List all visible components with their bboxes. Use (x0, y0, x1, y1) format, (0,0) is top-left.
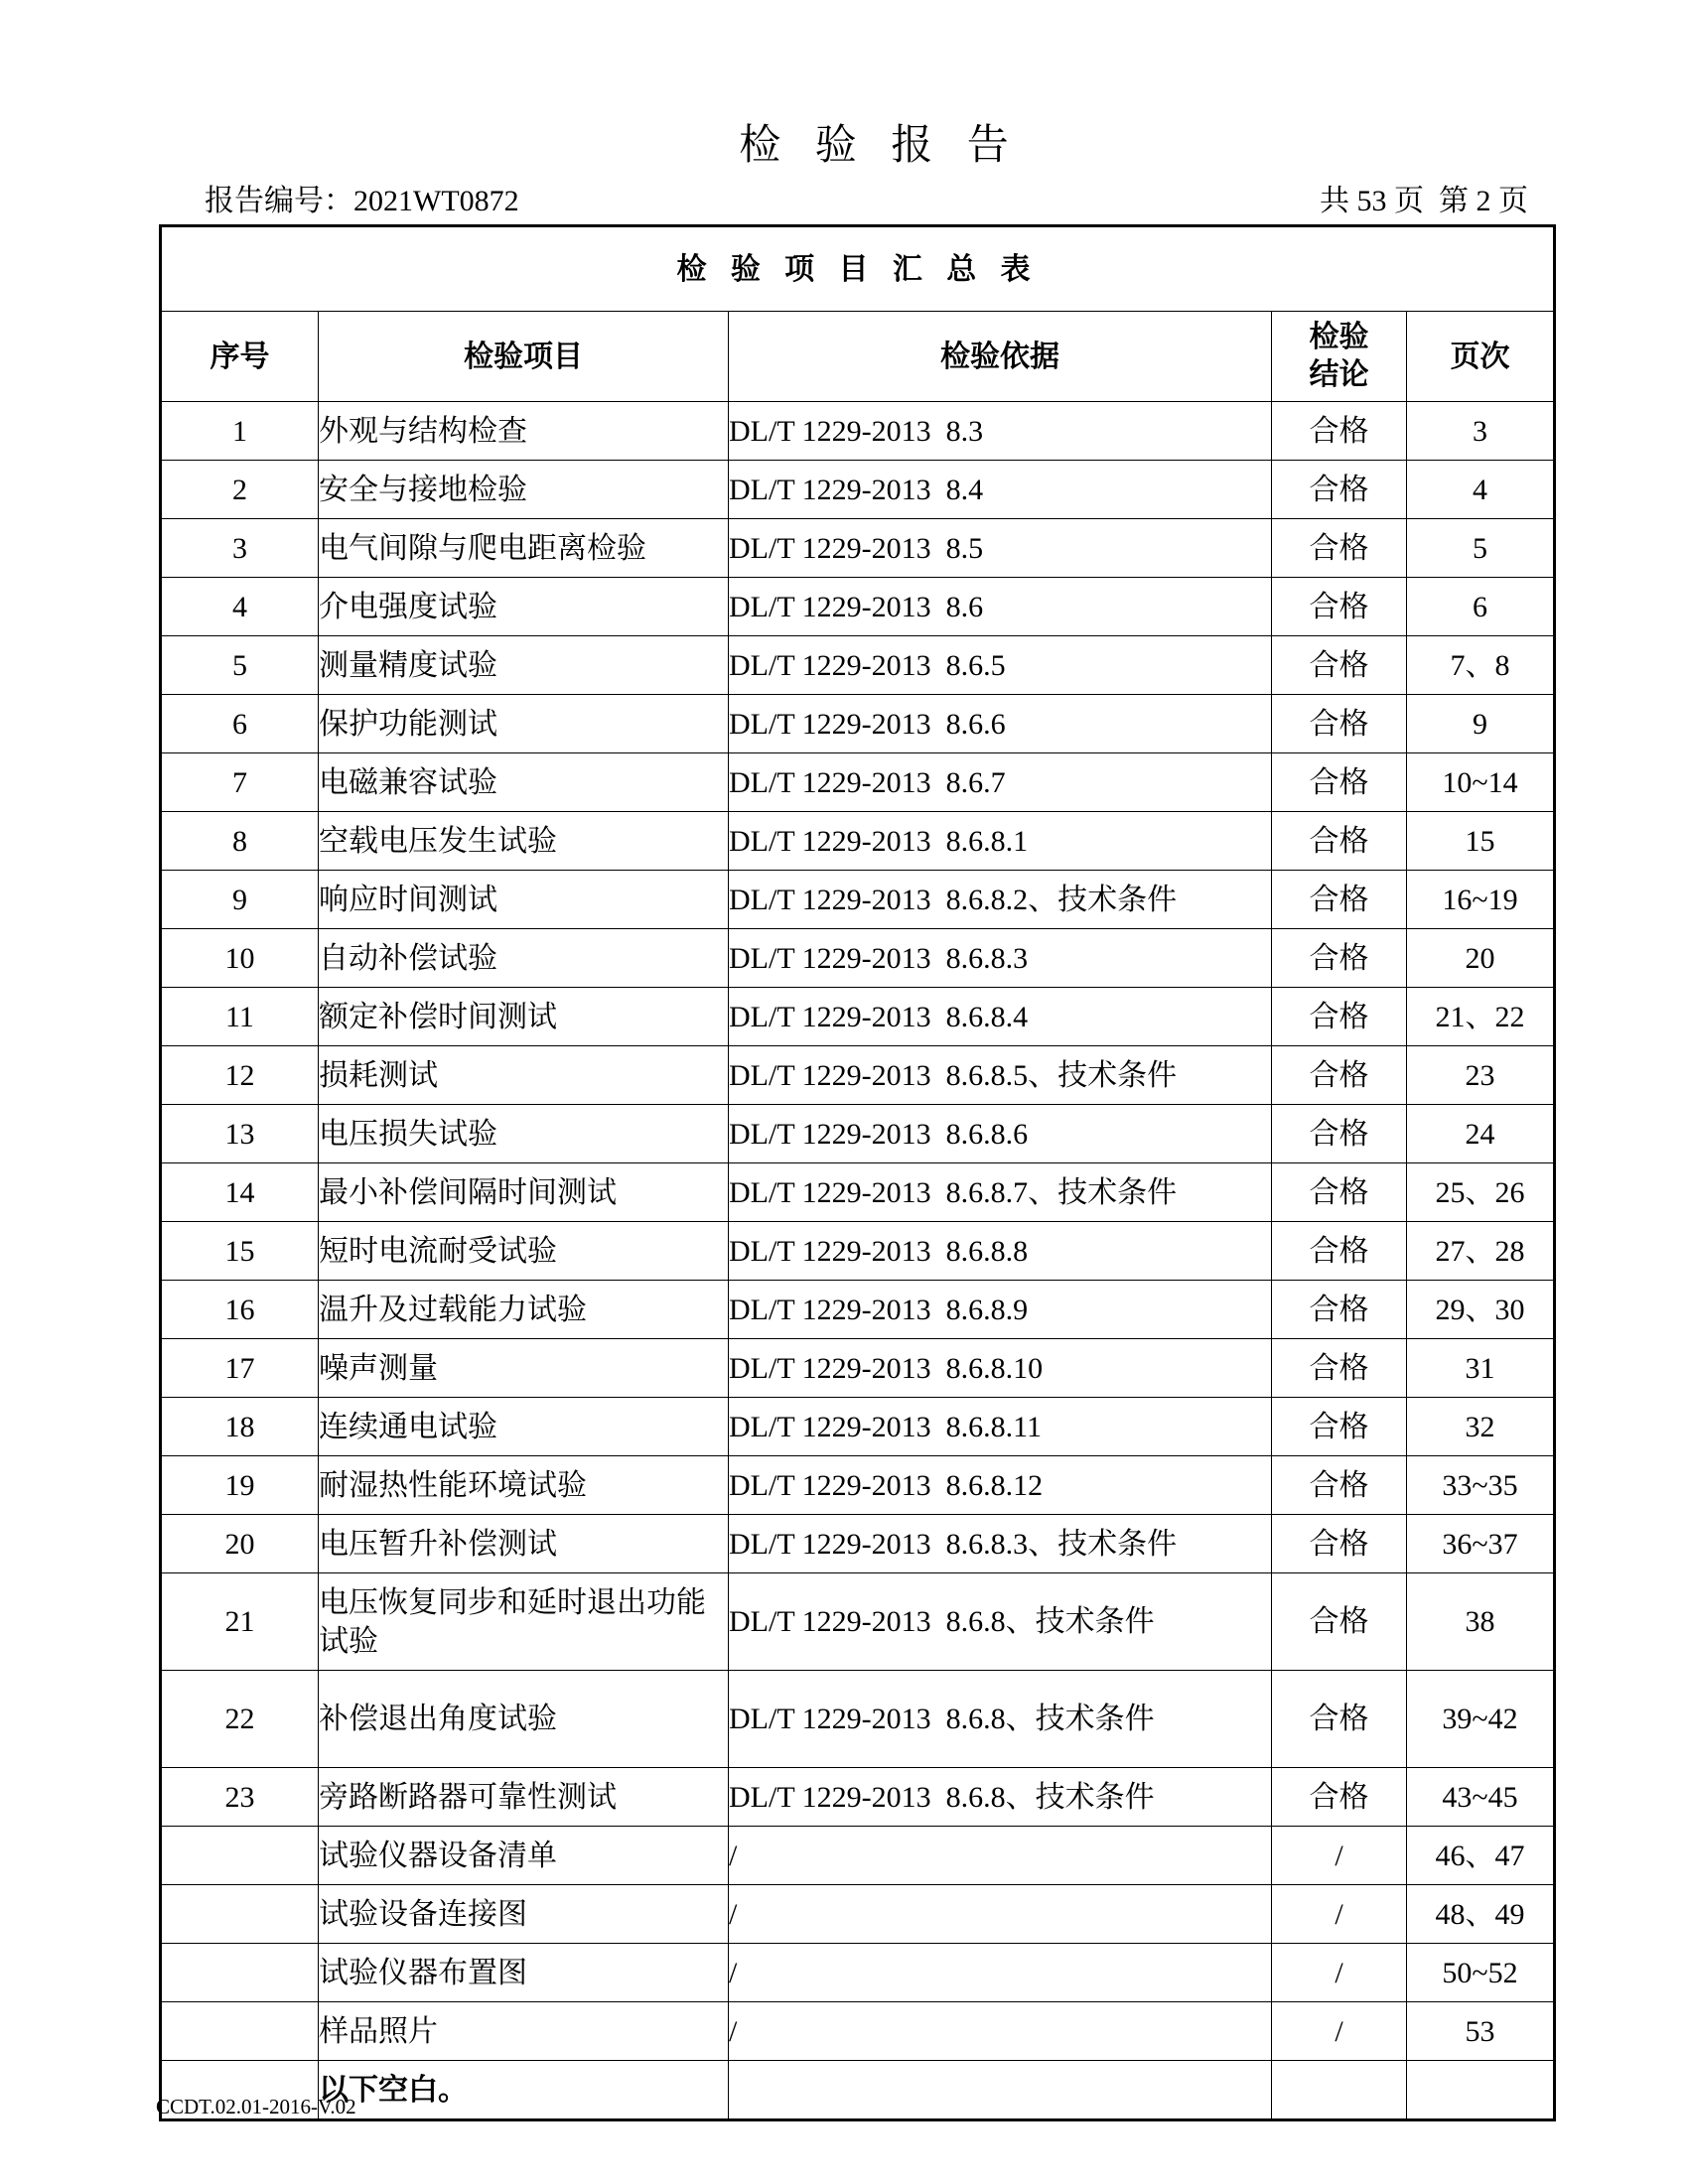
row-number: 1 (161, 402, 319, 461)
page-range: 3 (1407, 402, 1555, 461)
conclusion: 合格 (1272, 871, 1407, 929)
table-row (161, 753, 1555, 812)
test-basis (729, 2061, 1272, 2120)
test-basis: DL/T 1229-2013 8.6.8、技术条件 (729, 1573, 1272, 1671)
item-name: 短时电流耐受试验 (319, 1222, 729, 1281)
conclusion: 合格 (1272, 929, 1407, 988)
row-number: 19 (161, 1456, 319, 1515)
page-range: 21、22 (1407, 988, 1555, 1046)
item-name: 外观与结构检查 (319, 402, 729, 461)
conclusion: 合格 (1272, 695, 1407, 753)
item-name: 最小补偿间隔时间测试 (319, 1163, 729, 1222)
page-range: 29、30 (1407, 1281, 1555, 1339)
page-range: 46、47 (1407, 1827, 1555, 1885)
table-row (161, 988, 1555, 1046)
table-title-row (161, 226, 1555, 312)
table-row (161, 1163, 1555, 1222)
table-row (161, 695, 1555, 753)
row-number: 7 (161, 753, 319, 812)
table-row (161, 1339, 1555, 1398)
row-number: 14 (161, 1163, 319, 1222)
conclusion: 合格 (1272, 1046, 1407, 1105)
table-row (161, 1515, 1555, 1573)
item-name: 电压暂升补偿测试 (319, 1515, 729, 1573)
row-number: 11 (161, 988, 319, 1046)
item-name: 试验仪器设备清单 (319, 1827, 729, 1885)
page-range: 9 (1407, 695, 1555, 753)
test-basis: DL/T 1229-2013 8.6.8.12 (729, 1456, 1272, 1515)
row-number: 3 (161, 519, 319, 578)
row-number: 2 (161, 461, 319, 519)
test-basis: DL/T 1229-2013 8.5 (729, 519, 1272, 578)
item-name: 试验仪器布置图 (319, 1944, 729, 2002)
item-name: 安全与接地检验 (319, 461, 729, 519)
conclusion: 合格 (1272, 753, 1407, 812)
conclusion: 合格 (1272, 1515, 1407, 1573)
row-number: 23 (161, 1768, 319, 1827)
table-row (161, 1281, 1555, 1339)
table-row (161, 2002, 1555, 2061)
page-range: 20 (1407, 929, 1555, 988)
row-number: 21 (161, 1573, 319, 1671)
summary-table-title: 检 验 项 目 汇 总 表 (161, 226, 1555, 312)
conclusion: 合格 (1272, 1281, 1407, 1339)
page-range: 7、8 (1407, 636, 1555, 695)
item-name: 样品照片 (319, 2002, 729, 2061)
form-code: CCDT.02.01-2016-V.02 (156, 2095, 356, 2118)
conclusion: 合格 (1272, 1671, 1407, 1768)
row-number: 9 (161, 871, 319, 929)
page-range: 27、28 (1407, 1222, 1555, 1281)
row-number: 5 (161, 636, 319, 695)
test-basis: DL/T 1229-2013 8.6.8.6 (729, 1105, 1272, 1163)
row-number: 15 (161, 1222, 319, 1281)
table-row (161, 402, 1555, 461)
row-number: 6 (161, 695, 319, 753)
test-basis: / (729, 2002, 1272, 2061)
table-row (161, 1671, 1555, 1768)
table-row (161, 2061, 1555, 2120)
table-row (161, 1456, 1555, 1515)
report-title: 检 验 报 告 (739, 123, 1021, 169)
page-range: 6 (1407, 578, 1555, 636)
conclusion: 合格 (1272, 578, 1407, 636)
conclusion: 合格 (1272, 461, 1407, 519)
row-number: 17 (161, 1339, 319, 1398)
table-row (161, 578, 1555, 636)
page-range: 4 (1407, 461, 1555, 519)
page-range: 10~14 (1407, 753, 1555, 812)
table-row (161, 1222, 1555, 1281)
table-row (161, 929, 1555, 988)
test-basis: / (729, 1885, 1272, 1944)
conclusion: 合格 (1272, 1768, 1407, 1827)
item-name: 损耗测试 (319, 1046, 729, 1105)
row-number: 12 (161, 1046, 319, 1105)
test-basis: DL/T 1229-2013 8.6.8、技术条件 (729, 1671, 1272, 1768)
row-number: 13 (161, 1105, 319, 1163)
page-range: 50~52 (1407, 1944, 1555, 2002)
page-range: 24 (1407, 1105, 1555, 1163)
item-name: 试验设备连接图 (319, 1885, 729, 1944)
conclusion: 合格 (1272, 1222, 1407, 1281)
header-index: 序号 (161, 312, 319, 402)
item-name: 补偿退出角度试验 (319, 1671, 729, 1768)
page-range: 43~45 (1407, 1768, 1555, 1827)
page-range: 33~35 (1407, 1456, 1555, 1515)
test-basis: DL/T 1229-2013 8.4 (729, 461, 1272, 519)
table-row (161, 871, 1555, 929)
row-number (161, 1885, 319, 1944)
test-basis: DL/T 1229-2013 8.6.8.11 (729, 1398, 1272, 1456)
header-item: 检验项目 (319, 312, 729, 402)
item-name: 保护功能测试 (319, 695, 729, 753)
test-basis: DL/T 1229-2013 8.6.8.9 (729, 1281, 1272, 1339)
test-basis: DL/T 1229-2013 8.6.8.2、技术条件 (729, 871, 1272, 929)
test-basis: DL/T 1229-2013 8.6.6 (729, 695, 1272, 753)
row-number: 18 (161, 1398, 319, 1456)
page-range: 23 (1407, 1046, 1555, 1105)
conclusion: 合格 (1272, 519, 1407, 578)
header-conclusion-label: 检验结论 (1309, 321, 1369, 391)
item-name: 空载电压发生试验 (319, 812, 729, 871)
page-range: 38 (1407, 1573, 1555, 1671)
table-row (161, 1944, 1555, 2002)
header-basis: 检验依据 (729, 312, 1272, 402)
test-basis: DL/T 1229-2013 8.6.8.3 (729, 929, 1272, 988)
item-name: 旁路断路器可靠性测试 (319, 1768, 729, 1827)
test-basis: DL/T 1229-2013 8.6.5 (729, 636, 1272, 695)
item-name: 噪声测量 (319, 1339, 729, 1398)
table-row (161, 1046, 1555, 1105)
page-range: 5 (1407, 519, 1555, 578)
row-number (161, 1827, 319, 1885)
test-basis: DL/T 1229-2013 8.6.8.1 (729, 812, 1272, 871)
conclusion: / (1272, 1944, 1407, 2002)
conclusion: 合格 (1272, 1573, 1407, 1671)
conclusion: / (1272, 1885, 1407, 1944)
page-range: 16~19 (1407, 871, 1555, 929)
item-name: 温升及过载能力试验 (319, 1281, 729, 1339)
conclusion (1272, 2061, 1407, 2120)
test-basis: DL/T 1229-2013 8.6.8、技术条件 (729, 1768, 1272, 1827)
page-range: 48、49 (1407, 1885, 1555, 1944)
header-pages: 页次 (1407, 312, 1555, 402)
row-number: 20 (161, 1515, 319, 1573)
test-basis: / (729, 1944, 1272, 2002)
table-row (161, 1827, 1555, 1885)
test-basis: DL/T 1229-2013 8.6.8.5、技术条件 (729, 1046, 1272, 1105)
page-range: 15 (1407, 812, 1555, 871)
row-number: 4 (161, 578, 319, 636)
page-range: 32 (1407, 1398, 1555, 1456)
item-name: 响应时间测试 (319, 871, 729, 929)
conclusion: 合格 (1272, 1456, 1407, 1515)
end-of-table-note: 以下空白。 (319, 2061, 729, 2120)
test-basis: DL/T 1229-2013 8.6.8.10 (729, 1339, 1272, 1398)
test-basis: / (729, 1827, 1272, 1885)
item-name: 电压损失试验 (319, 1105, 729, 1163)
conclusion: 合格 (1272, 1105, 1407, 1163)
test-basis: DL/T 1229-2013 8.6 (729, 578, 1272, 636)
item-name: 电磁兼容试验 (319, 753, 729, 812)
row-number (161, 2002, 319, 2061)
page-range: 53 (1407, 2002, 1555, 2061)
item-name: 耐湿热性能环境试验 (319, 1456, 729, 1515)
item-name: 自动补偿试验 (319, 929, 729, 988)
table-row (161, 1885, 1555, 1944)
conclusion: / (1272, 1827, 1407, 1885)
item-name: 测量精度试验 (319, 636, 729, 695)
conclusion: 合格 (1272, 402, 1407, 461)
table-row (161, 519, 1555, 578)
item-name: 电压恢复同步和延时退出功能试验 (319, 1573, 729, 1671)
item-name: 连续通电试验 (319, 1398, 729, 1456)
test-basis: DL/T 1229-2013 8.6.8.4 (729, 988, 1272, 1046)
page-range: 39~42 (1407, 1671, 1555, 1768)
row-number: 22 (161, 1671, 319, 1768)
test-basis: DL/T 1229-2013 8.3 (729, 402, 1272, 461)
test-basis: DL/T 1229-2013 8.6.8.3、技术条件 (729, 1515, 1272, 1573)
item-name: 额定补偿时间测试 (319, 988, 729, 1046)
row-number: 8 (161, 812, 319, 871)
table-header-row (161, 312, 1555, 402)
conclusion: 合格 (1272, 1163, 1407, 1222)
page-range: 36~37 (1407, 1515, 1555, 1573)
table-row (161, 1105, 1555, 1163)
table-row (161, 1768, 1555, 1827)
page-range (1407, 2061, 1555, 2120)
conclusion: 合格 (1272, 812, 1407, 871)
table-row (161, 1398, 1555, 1456)
conclusion: 合格 (1272, 1398, 1407, 1456)
item-name: 电气间隙与爬电距离检验 (319, 519, 729, 578)
test-basis: DL/T 1229-2013 8.6.8.7、技术条件 (729, 1163, 1272, 1222)
conclusion: 合格 (1272, 1339, 1407, 1398)
row-number (161, 1944, 319, 2002)
test-basis: DL/T 1229-2013 8.6.7 (729, 753, 1272, 812)
page-range: 25、26 (1407, 1163, 1555, 1222)
report-number: 报告编号：2021WT0872 (205, 185, 519, 217)
conclusion: / (1272, 2002, 1407, 2061)
row-number: 10 (161, 929, 319, 988)
conclusion: 合格 (1272, 636, 1407, 695)
test-basis: DL/T 1229-2013 8.6.8.8 (729, 1222, 1272, 1281)
table-row (161, 636, 1555, 695)
summary-table (159, 224, 1556, 2121)
item-name: 介电强度试验 (319, 578, 729, 636)
page-info: 共 53 页 第 2 页 (1320, 185, 1528, 217)
header-conclusion (1272, 312, 1407, 402)
conclusion: 合格 (1272, 988, 1407, 1046)
table-row (161, 461, 1555, 519)
table-row (161, 812, 1555, 871)
table-row (161, 1573, 1555, 1671)
page-range: 31 (1407, 1339, 1555, 1398)
row-number: 16 (161, 1281, 319, 1339)
